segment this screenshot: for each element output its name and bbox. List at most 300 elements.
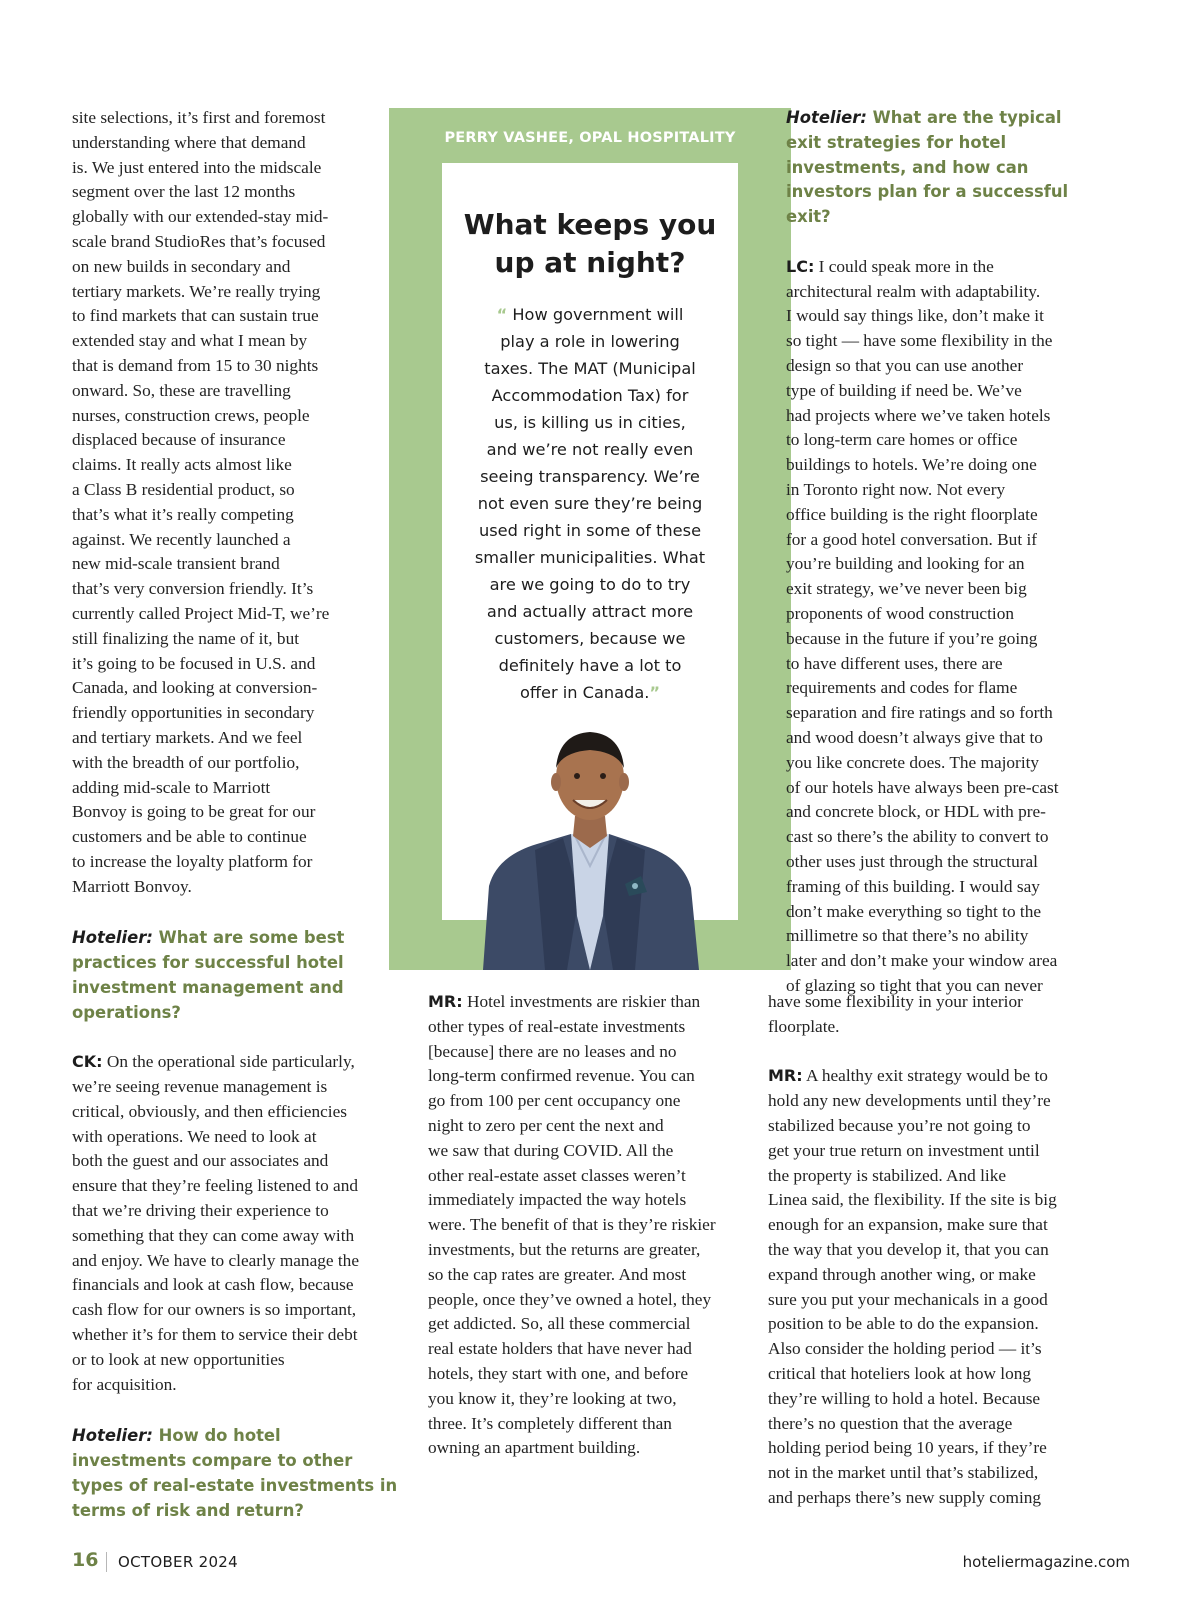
text-line [72,1100,417,1125]
text-line [786,577,1126,602]
question-line [72,1449,417,1474]
line-text: Bonvoy is going to be great for our [72,802,316,822]
line-text: holding period being 10 years, if they’re [768,1438,1047,1458]
column-2 [428,990,773,1461]
line-text: other uses just through the structural [786,851,1038,871]
text-line [72,1224,417,1249]
line-text: so the cap rates are greater. And most [428,1264,687,1284]
line-text: of our hotels have always been pre-cast [786,777,1059,797]
line-text: investments, but the returns are greater, [428,1239,701,1259]
question-risk-return [72,1424,417,1523]
text-line [72,478,417,503]
speaker-label: MR: [428,992,463,1011]
text-line [786,825,1126,850]
line-text: a Class B residential product, so [72,479,295,499]
sidebar-title-line: What keeps you [463,208,717,241]
line-text: to long-term care homes or office [786,430,1018,450]
text-line [786,354,1126,379]
text-line [786,280,1126,305]
line-text: [because] there are no leases and no [428,1041,677,1061]
speaker-label: CK: [72,1052,103,1072]
line-text: long-term confirmed revenue. You can [428,1066,695,1086]
question-line [72,1474,417,1499]
question-line [72,951,417,976]
line-text: had projects where we’ve taken hotels [786,405,1051,425]
text-line [768,1263,1126,1288]
text-line [786,850,1126,875]
line-text: the way that you develop it, that you can [768,1239,1049,1259]
text-line [428,1387,773,1412]
text-line [72,404,417,429]
question-text: practices for successful hotel [72,953,344,973]
sidebar-box [389,108,791,970]
line-text: critical, obviously, and then efficiencies [72,1101,347,1121]
quote-text: and we’re not really even [486,440,694,459]
line-text: not in the market until that’s stabilized, [768,1463,1039,1483]
line-text: financials and look at cash flow, because [72,1275,354,1295]
quote-text: customers, because we [494,629,686,648]
line-text: get addicted. So, all these commercial [428,1314,691,1334]
line-text: that’s very conversion friendly. It’s [72,579,314,599]
question-line [786,180,1126,205]
line-text: Hotel investments are riskier than [462,992,701,1011]
question-line [72,926,417,951]
open-quote-mark: “ [496,305,508,324]
text-line [72,1199,417,1224]
line-text: to increase the loyalty platform for [72,851,313,871]
quote-text: taxes. The MAT (Municipal [484,359,696,378]
question-text: What are some best [152,928,345,948]
text-line [786,304,1126,329]
line-text: you like concrete does. The majority [786,752,1040,772]
line-text: on new builds in secondary and [72,256,291,276]
line-text: have some flexibility in your interior [768,992,1023,1011]
text-line [428,1139,773,1164]
text-line [72,1298,417,1323]
question-text: terms of risk and return? [72,1500,304,1520]
line-text: you’re building and looking for an [786,554,1025,574]
text-line [428,1312,773,1337]
quote-text: smaller municipalities. What [474,548,706,567]
text-line [786,924,1126,949]
speaker-label: LC: [786,256,815,276]
quote-line [442,571,738,598]
text-line [72,676,417,701]
line-text: currently called Project Mid-T, we’re [72,603,330,623]
text-line [428,1164,773,1189]
text-line [72,106,417,131]
question-exit-strategies [786,106,1126,230]
text-line [786,875,1126,900]
quote-line [442,409,738,436]
text-line [72,354,417,379]
line-text: there’s no question that the average [768,1413,1013,1433]
text-line [72,1348,417,1373]
text-line [768,1461,1126,1486]
question-text: investment management and [72,977,344,997]
line-text: whether it’s for them to service their debt [72,1325,358,1345]
line-text: architectural realm with adaptability. [786,281,1041,301]
line-text: floorplate. [768,1016,840,1036]
text-line [786,676,1126,701]
text-line [786,701,1126,726]
text-line [786,379,1126,404]
text-line [428,1436,773,1461]
question-line [72,1424,417,1449]
quote-text: and actually attract more [486,602,694,621]
line-text: framing of this building. I would say [786,876,1040,896]
text-line [768,990,1126,1015]
text-line [428,990,773,1015]
line-text: that’s what it’s really competing [72,504,294,524]
quote-line [442,301,738,328]
text-line [72,255,417,280]
line-text: design so that you can use another [786,355,1024,375]
quote-text: not even sure they’re being [477,494,703,513]
line-text: later and don’t make your window area [786,951,1058,971]
text-line [786,528,1126,553]
line-text: real estate holders that have never had [428,1339,692,1359]
question-line [786,106,1126,131]
quote-text: definitely have a lot to [498,656,682,675]
text-line [72,1125,417,1150]
line-text: for acquisition. [72,1374,177,1394]
text-line [72,230,417,255]
text-line [768,1362,1126,1387]
quote-line [442,355,738,382]
line-text: still finalizing the name of it, but [72,628,300,648]
text-line [786,503,1126,528]
quote-line [442,517,738,544]
text-line [428,1412,773,1437]
question-text: What are the typical [866,108,1062,127]
page-footer [72,1551,1130,1575]
line-text: is. We just entered into the midscale [72,157,322,177]
text-line [72,652,417,677]
text-line [72,280,417,305]
text-line [428,1015,773,1040]
question-line [72,1001,417,1026]
line-text: three. It’s completely different than [428,1413,672,1433]
text-line [786,329,1126,354]
text-line [72,156,417,181]
line-text: displaced because of insurance [72,430,286,450]
line-text: people, once they’ve owned a hotel, they [428,1289,712,1309]
line-text: with the breadth of our portfolio, [72,752,300,772]
text-line [768,1312,1126,1337]
text-line [72,1149,417,1174]
line-text: to find markets that can sustain true [72,306,319,326]
speaker-label: MR: [768,1066,803,1086]
text-line [786,949,1126,974]
quote-line [442,463,738,490]
column-3 [786,106,1126,999]
line-text: don’t make everything so tight to the [786,901,1042,921]
text-line [72,1249,417,1274]
text-line [72,800,417,825]
line-text: extended stay and what I mean by [72,331,308,351]
line-text: they’re willing to hold a hotel. Because [768,1388,1041,1408]
text-line [768,1288,1126,1313]
line-text: that is demand from 15 to 30 nights [72,355,319,375]
question-label: Hotelier: [72,928,153,948]
line-text: other types of real-estate investments [428,1016,686,1036]
text-line [72,602,417,627]
line-text: of glazing so tight that you can never [786,975,1043,995]
text-line [786,751,1126,776]
text-line [72,726,417,751]
text-line [72,528,417,553]
text-line [768,1238,1126,1263]
line-text: Linea said, the flexibility. If the site is big [768,1190,1057,1210]
question-text: exit strategies for hotel [786,132,1007,152]
line-text: with operations. We need to look at [72,1126,317,1146]
text-line [768,1015,1126,1040]
text-line [72,379,417,404]
line-text: I would say things like, don’t make it [786,306,1044,326]
line-text: A healthy exit strategy would be to [802,1066,1048,1086]
text-line [72,850,417,875]
answer-lc-tail [768,990,1126,1040]
line-text: and enjoy. We have to clearly manage the [72,1250,359,1270]
text-line [428,1188,773,1213]
text-line [768,1188,1126,1213]
question-text: exit? [786,207,831,227]
question-line [786,156,1126,181]
question-text: How do hotel [152,1426,281,1446]
line-text: we saw that during COVID. All the [428,1140,674,1160]
line-text: friendly opportunities in secondary [72,703,315,723]
line-text: type of building if need be. We’ve [786,380,1022,400]
quote-line [442,490,738,517]
text-line [786,552,1126,577]
quote-line [442,598,738,625]
column-3-lower [768,990,1126,1511]
line-text: get your true return on investment until [768,1140,1040,1160]
line-text: stabilized because you’re not going to [768,1115,1031,1135]
website-link[interactable]: hoteliermagazine.com [962,1553,1130,1571]
question-line [786,131,1126,156]
line-text: globally with our extended-stay mid- [72,207,329,227]
sidebar-title [442,206,738,282]
text-line [768,1213,1126,1238]
line-text: and concrete block, or HDL with pre- [786,802,1046,822]
quote-line [442,382,738,409]
text-line [72,1050,417,1075]
line-text: claims. It really acts almost like [72,455,292,475]
quote-text: seeing transparency. We’re [480,467,700,486]
line-text: go from 100 per cent occupancy one [428,1091,681,1111]
line-text: nurses, construction crews, people [72,405,310,425]
question-text: investments compare to other [72,1451,353,1471]
quote-text: are we going to do to try [489,575,691,594]
text-line [72,329,417,354]
line-text: to have different uses, there are [786,653,1003,673]
column-1-intro [72,106,417,900]
question-label: Hotelier: [72,1426,153,1446]
line-text: segment over the last 12 months [72,182,296,202]
line-text: sure you put your mechanicals in a good [768,1289,1048,1309]
line-text: adding mid-scale to Marriott [72,777,271,797]
text-line [428,1238,773,1263]
line-text: exit strategy, we’ve never been big [786,579,1027,599]
text-line [72,1373,417,1398]
line-text: tertiary markets. We’re really trying [72,281,321,301]
text-line [72,503,417,528]
text-line [786,652,1126,677]
line-text: so tight — have some flexibility in the [786,331,1053,351]
line-text: millimetre so that there’s no ability [786,926,1029,946]
line-text: office building is the right floorplate [786,504,1038,524]
quote-text: play a role in lowering [500,332,680,351]
line-text: hotels, they start with one, and before [428,1363,689,1383]
close-quote-mark: ” [649,683,661,702]
line-text: immediately impacted the way hotels [428,1190,687,1210]
line-text: separation and fire ratings and so forth [786,703,1053,723]
text-line [768,1064,1126,1089]
line-text: both the guest and our associates and [72,1151,329,1171]
line-text: for a good hotel conversation. But if [786,529,1038,549]
text-line [428,1064,773,1089]
text-line [72,627,417,652]
question-text: investors plan for a successful [786,182,1069,202]
question-text: operations? [72,1002,181,1022]
text-line [768,1486,1126,1511]
text-line [786,800,1126,825]
quote-text: used right in some of these [478,521,702,540]
question-text: types of real-estate investments in [72,1475,398,1495]
text-line [72,428,417,453]
quote-line [442,328,738,355]
quote-line [442,652,738,679]
text-line [428,1263,773,1288]
line-text: the property is stabilized. And like [768,1165,1007,1185]
line-text: position to be able to do the expansion. [768,1314,1039,1334]
text-line [786,428,1126,453]
line-text: something that they can come away with [72,1225,355,1245]
text-line [768,1387,1126,1412]
line-text: customers and be able to continue [72,827,307,847]
text-line [768,1436,1126,1461]
text-line [72,875,417,900]
line-text: expand through another wing, or make [768,1264,1036,1284]
sidebar-title-line: up at night? [494,246,686,279]
line-text: you know it, they’re looking at two, [428,1388,677,1408]
text-line [72,751,417,776]
text-line [786,776,1126,801]
text-line [428,1288,773,1313]
question-best-practices [72,926,417,1025]
line-text: understanding where that demand [72,132,306,152]
text-line [72,776,417,801]
line-text: critical that hoteliers look at how long [768,1363,1031,1383]
issue-date: OCTOBER 2024 [118,1553,238,1571]
line-text: new mid-scale transient brand [72,554,280,574]
quote-line [442,436,738,463]
column-1 [72,106,417,1523]
line-text: site selections, it’s first and foremost [72,108,326,127]
line-text: Also consider the holding period — it’s [768,1339,1042,1359]
answer-lc [786,255,1126,999]
text-line [786,453,1126,478]
sidebar-quote [442,301,738,706]
line-text: and perhaps there’s new supply coming [768,1487,1042,1507]
text-line [72,304,417,329]
answer-ck [72,1050,417,1397]
text-line [786,404,1126,429]
text-line [72,180,417,205]
text-line [428,1089,773,1114]
text-line [428,1362,773,1387]
text-line [72,577,417,602]
question-text: investments, and how can [786,157,1029,177]
line-text: night to zero per cent the next and [428,1115,664,1135]
line-text: proponents of wood construction [786,603,1014,623]
line-text: hold any new developments until they’re [768,1091,1051,1111]
line-text: enough for an expansion, make sure that [768,1215,1048,1235]
line-text: because in the future if you’re going [786,628,1038,648]
line-text: and tertiary markets. And we feel [72,727,303,747]
line-text: it’s going to be focused in U.S. and [72,653,316,673]
line-text: cast so there’s the ability to convert to [786,827,1049,847]
text-line [72,1174,417,1199]
text-line [72,131,417,156]
text-line [786,726,1126,751]
line-text: Marriott Bonvoy. [72,876,192,896]
text-line [768,1412,1126,1437]
line-text: against. We recently launched a [72,529,291,549]
line-text: onward. So, these are travelling [72,380,291,400]
quote-line [442,679,738,706]
quote-text: offer in Canada. [519,683,650,702]
line-text: or to look at new opportunities [72,1349,285,1369]
line-text: ensure that they’re feeling listened to and [72,1176,358,1196]
sidebar-person-name: PERRY VASHEE, OPAL HOSPITALITY [444,130,736,146]
line-text: that we’re driving their experience to [72,1201,329,1221]
text-line [786,900,1126,925]
line-text: scale brand StudioRes that’s focused [72,231,326,251]
page-number: 16 [72,1549,99,1571]
question-line [72,976,417,1001]
quote-line [442,625,738,652]
text-line [428,1040,773,1065]
line-text: On the operational side particularly, [102,1052,355,1072]
text-line [786,627,1126,652]
text-line [72,701,417,726]
text-line [72,552,417,577]
question-line [72,1499,417,1524]
line-text: we’re seeing revenue management is [72,1077,328,1097]
line-text: and wood doesn’t always give that to [786,727,1043,747]
portrait-photo [475,716,705,970]
text-line [428,1213,773,1238]
quote-text: How government will [507,305,684,324]
quote-text: Accommodation Tax) for [491,386,689,405]
text-line [768,1164,1126,1189]
text-line [768,1089,1126,1114]
text-line [72,1273,417,1298]
quote-line [442,544,738,571]
line-text: cash flow for our owners is so important, [72,1300,357,1320]
text-line [768,1114,1126,1139]
question-label: Hotelier: [786,108,867,127]
text-line [72,1323,417,1348]
text-line [786,602,1126,627]
text-line [72,1075,417,1100]
line-text: were. The benefit of that is they’re riskier [428,1215,716,1235]
line-text: buildings to hotels. We’re doing one [786,455,1037,475]
text-line [768,1337,1126,1362]
